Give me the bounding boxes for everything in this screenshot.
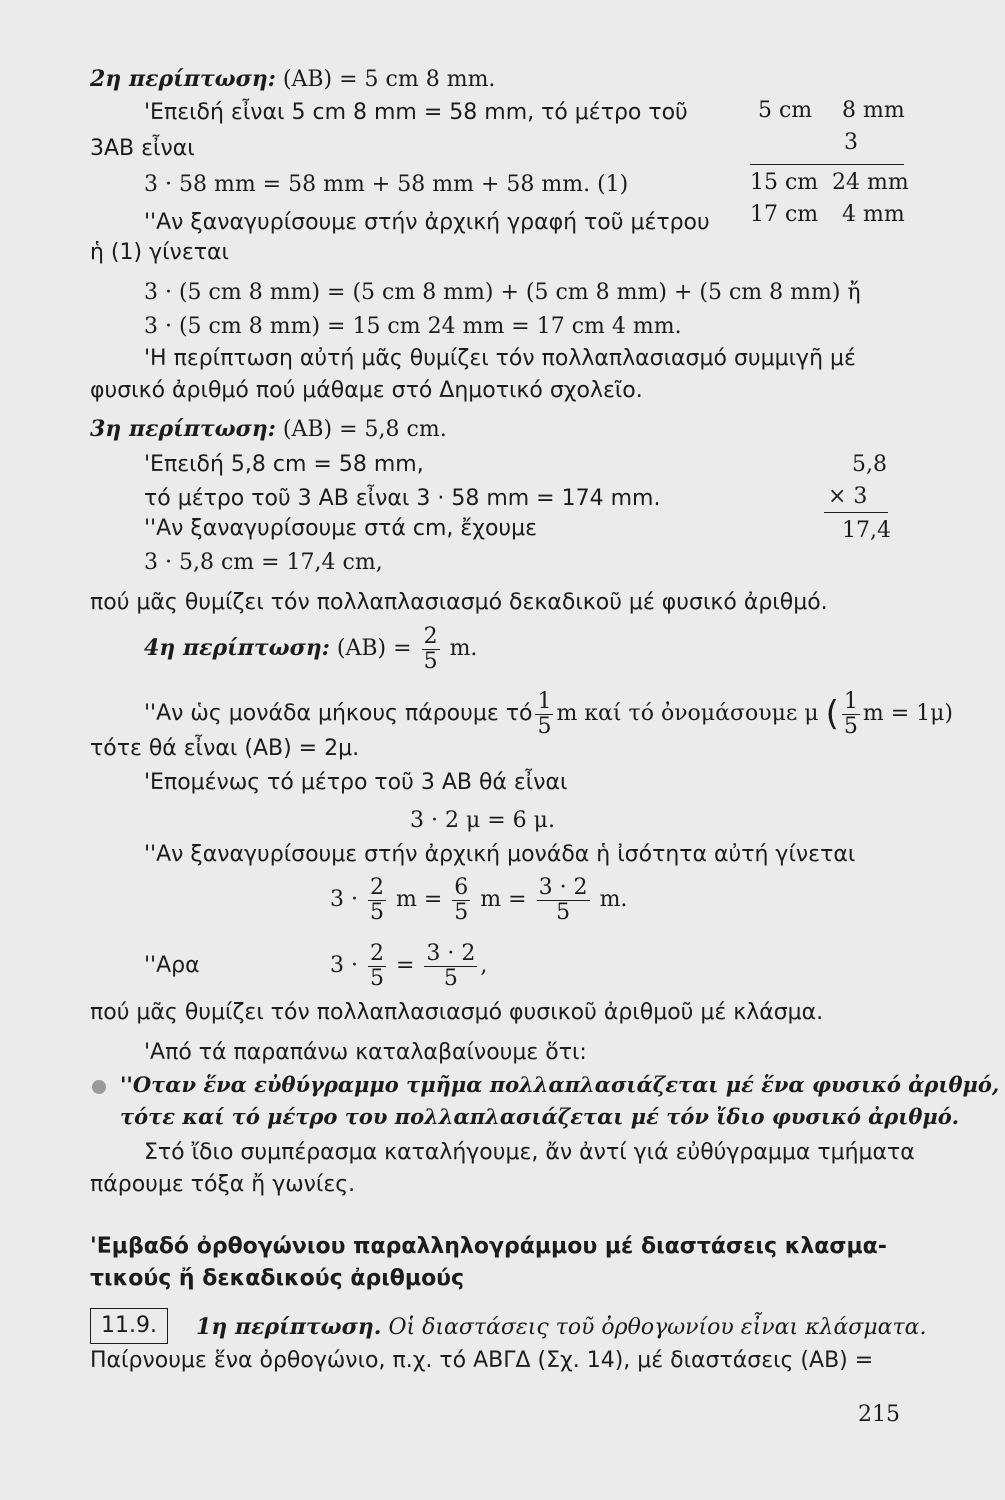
case4-heading bbox=[144, 620, 477, 677]
eq1-d: m. bbox=[599, 887, 628, 912]
case2-statement: (AB) = 5 cm 8 mm. bbox=[282, 67, 496, 92]
frac-num: 1 bbox=[843, 688, 858, 714]
section-line2: Παίρνουμε ἕνα ὀρθογώνιο, π.χ. τό ΑΒΓΔ (Σχ. 14), μέ διαστάσεις (AB) = bbox=[90, 1348, 874, 1373]
eq1-frac-3 bbox=[537, 876, 590, 925]
calc3-rule bbox=[824, 512, 888, 513]
calc-r4a: 17 cm bbox=[750, 202, 819, 227]
case2-heading bbox=[90, 64, 495, 95]
section-case-text: Οἱ διαστάσεις τοῦ ὀρθογωνίου εἶναι κλάσματα. bbox=[388, 1315, 927, 1340]
case2-line4: ''Αν ξαναγυρίσουμε στήν ἀρχική γραφή τοῦ μέτρου bbox=[144, 210, 710, 235]
case2-line6: 3 · (5 cm 8 mm) = (5 cm 8 mm) + (5 cm 8 mm) + (5 cm 8 mm) ἤ bbox=[144, 280, 861, 305]
case2-line3: 3 · 58 mm = 58 mm + 58 mm + 58 mm. (1) bbox=[144, 172, 629, 197]
calc-rule bbox=[750, 164, 904, 165]
section-case-title: 1η περίπτωση. bbox=[196, 1314, 382, 1340]
frac-num: 1 bbox=[537, 688, 552, 714]
case2-line5: ἡ (1) γίνεται bbox=[90, 240, 229, 265]
rule-line2: τότε καί τό μέτρο του πολλαπλασιάζεται μέ τόν ἴδιο φυσικό ἀριθμό. bbox=[120, 1104, 960, 1129]
frac-den: 5 bbox=[369, 965, 384, 991]
case3-line3: ''Αν ξαναγυρίσουμε στά cm, ἔχουμε bbox=[144, 516, 538, 541]
section-heading-line2: τικούς ἤ δεκαδικούς ἀριθμούς bbox=[90, 1266, 465, 1291]
frac-den: 5 bbox=[423, 648, 438, 674]
case4-line5: ''Αν ξαναγυρίσουμε στήν ἀρχική μονάδα ἡ ἰσότητα αὐτή γίνεται bbox=[144, 842, 856, 867]
calc3-r1: 5,8 bbox=[852, 452, 887, 477]
case4-line1-b: m καί τό ὀνομάσουμε μ bbox=[556, 701, 819, 726]
bullet-icon bbox=[92, 1080, 106, 1094]
calc3-r2: × 3 bbox=[828, 484, 868, 509]
eq1-c: m = bbox=[480, 887, 527, 912]
case3-heading bbox=[90, 414, 447, 445]
eq2-eq: = bbox=[395, 953, 415, 978]
case4-line1-a: ''Αν ὡς μονάδα μήκους πάρουμε τό bbox=[144, 701, 533, 726]
fraction-one-fifth-2 bbox=[842, 690, 860, 739]
case4-statement-post: m. bbox=[449, 636, 478, 661]
calc-r1a: 5 cm bbox=[758, 98, 813, 123]
frac-den: 5 bbox=[369, 899, 384, 925]
section-case-line bbox=[196, 1312, 927, 1343]
eq2-end: , bbox=[480, 953, 488, 978]
eq1-a: 3 · bbox=[330, 887, 358, 912]
calc3-r3: 17,4 bbox=[842, 518, 891, 543]
equation-1 bbox=[330, 872, 627, 928]
calc-r4b: 4 mm bbox=[842, 202, 905, 227]
case2-line2: 3AB εἶναι bbox=[90, 136, 195, 161]
case4-line1-c: m = 1μ) bbox=[862, 701, 954, 726]
page-number: 215 bbox=[858, 1402, 900, 1427]
case4-statement-pre: (AB) = bbox=[336, 636, 412, 661]
frac-num: 2 bbox=[369, 874, 384, 900]
eq2-frac-2 bbox=[424, 942, 477, 991]
case2-title: 2η περίπτωση: bbox=[90, 66, 276, 92]
case2-line8: 'Η περίπτωση αὐτή μᾶς θυμίζει τόν πολλαπλασιασμό συμμιγῆ μέ bbox=[144, 346, 856, 371]
frac-den: 5 bbox=[454, 899, 469, 925]
eq1-b: m = bbox=[395, 887, 443, 912]
case3-line4: 3 · 5,8 cm = 17,4 cm, bbox=[144, 550, 383, 575]
ara-label: ''Αρα bbox=[144, 953, 200, 978]
section-number-box: 11.9. bbox=[90, 1308, 168, 1344]
conclusion-line2: πάρουμε τόξα ἤ γωνίες. bbox=[90, 1172, 356, 1197]
case3-line5: πού μᾶς θυμίζει τόν πολλαπλασιασμό δεκαδικοῦ μέ φυσικό ἀριθμό. bbox=[90, 590, 828, 615]
calc-r3b: 24 mm bbox=[832, 170, 909, 195]
case4-line2: τότε θά εἶναι (AB) = 2μ. bbox=[90, 736, 360, 761]
case3-statement: (AB) = 5,8 cm. bbox=[282, 417, 447, 442]
section-heading-line1: 'Εμβαδό ὀρθογώνιου παραλληλογράμμου μέ διαστάσεις κλασμα- bbox=[90, 1234, 887, 1259]
calc-r3a: 15 cm bbox=[750, 170, 819, 195]
frac-num: 6 bbox=[454, 874, 469, 900]
frac-num: 2 bbox=[369, 940, 384, 966]
frac-num: 3 · 2 bbox=[426, 940, 476, 966]
frac-den: 5 bbox=[537, 713, 552, 739]
frac-num: 2 bbox=[423, 623, 438, 649]
case4-title: 4η περίπτωση: bbox=[144, 635, 330, 661]
eq2-a: 3 · bbox=[330, 953, 358, 978]
calc-r1b: 8 mm bbox=[842, 98, 905, 123]
frac-num: 3 · 2 bbox=[538, 874, 588, 900]
frac-den: 5 bbox=[843, 713, 858, 739]
conclusion-line1: Στό ἴδιο συμπέρασμα καταλήγουμε, ἄν ἀντί γιά εὐθύγραμμα τμήματα bbox=[144, 1140, 915, 1165]
case2-line9: φυσικό ἀριθμό πού μάθαμε στό Δημοτικό σχολεῖο. bbox=[90, 378, 643, 403]
case2-line7: 3 · (5 cm 8 mm) = 15 cm 24 mm = 17 cm 4 mm. bbox=[144, 314, 682, 339]
calc-r2b: 3 bbox=[844, 130, 858, 155]
case4-line6: πού μᾶς θυμίζει τόν πολλαπλασιασμό φυσικοῦ ἀριθμοῦ μέ κλάσμα. bbox=[90, 1000, 824, 1025]
case4-line3: 'Επομένως τό μέτρο τοῦ 3 AB θά εἶναι bbox=[144, 770, 568, 795]
case3-line2: τό μέτρο τοῦ 3 AB εἶναι 3 · 58 mm = 174 mm. bbox=[144, 486, 661, 511]
frac-den: 5 bbox=[443, 965, 458, 991]
eq1-frac-1 bbox=[368, 876, 386, 925]
frac-den: 5 bbox=[556, 899, 571, 925]
case2-line1: 'Επειδή εἶναι 5 cm 8 mm = 58 mm, τό μέτρο τοῦ bbox=[144, 100, 688, 125]
fraction-one-fifth bbox=[535, 690, 553, 739]
fraction-two-fifths bbox=[422, 625, 440, 674]
eq2-frac-1 bbox=[368, 942, 386, 991]
case4-line4: 3 · 2 μ = 6 μ. bbox=[410, 808, 555, 833]
case3-line1: 'Επειδή 5,8 cm = 58 mm, bbox=[144, 452, 424, 477]
equation-2 bbox=[330, 938, 487, 994]
case3-title: 3η περίπτωση: bbox=[90, 416, 276, 442]
rule-line1: ''Οταν ἕνα εὐθύγραμμο τμῆμα πολλαπλασιάζεται μέ ἕνα φυσικό ἀριθμό, bbox=[120, 1072, 1000, 1097]
eq1-frac-2 bbox=[452, 876, 470, 925]
case4-line7: 'Από τά παραπάνω καταλαβαίνουμε ὅτι: bbox=[144, 1040, 587, 1065]
open-paren: ( bbox=[825, 694, 839, 734]
